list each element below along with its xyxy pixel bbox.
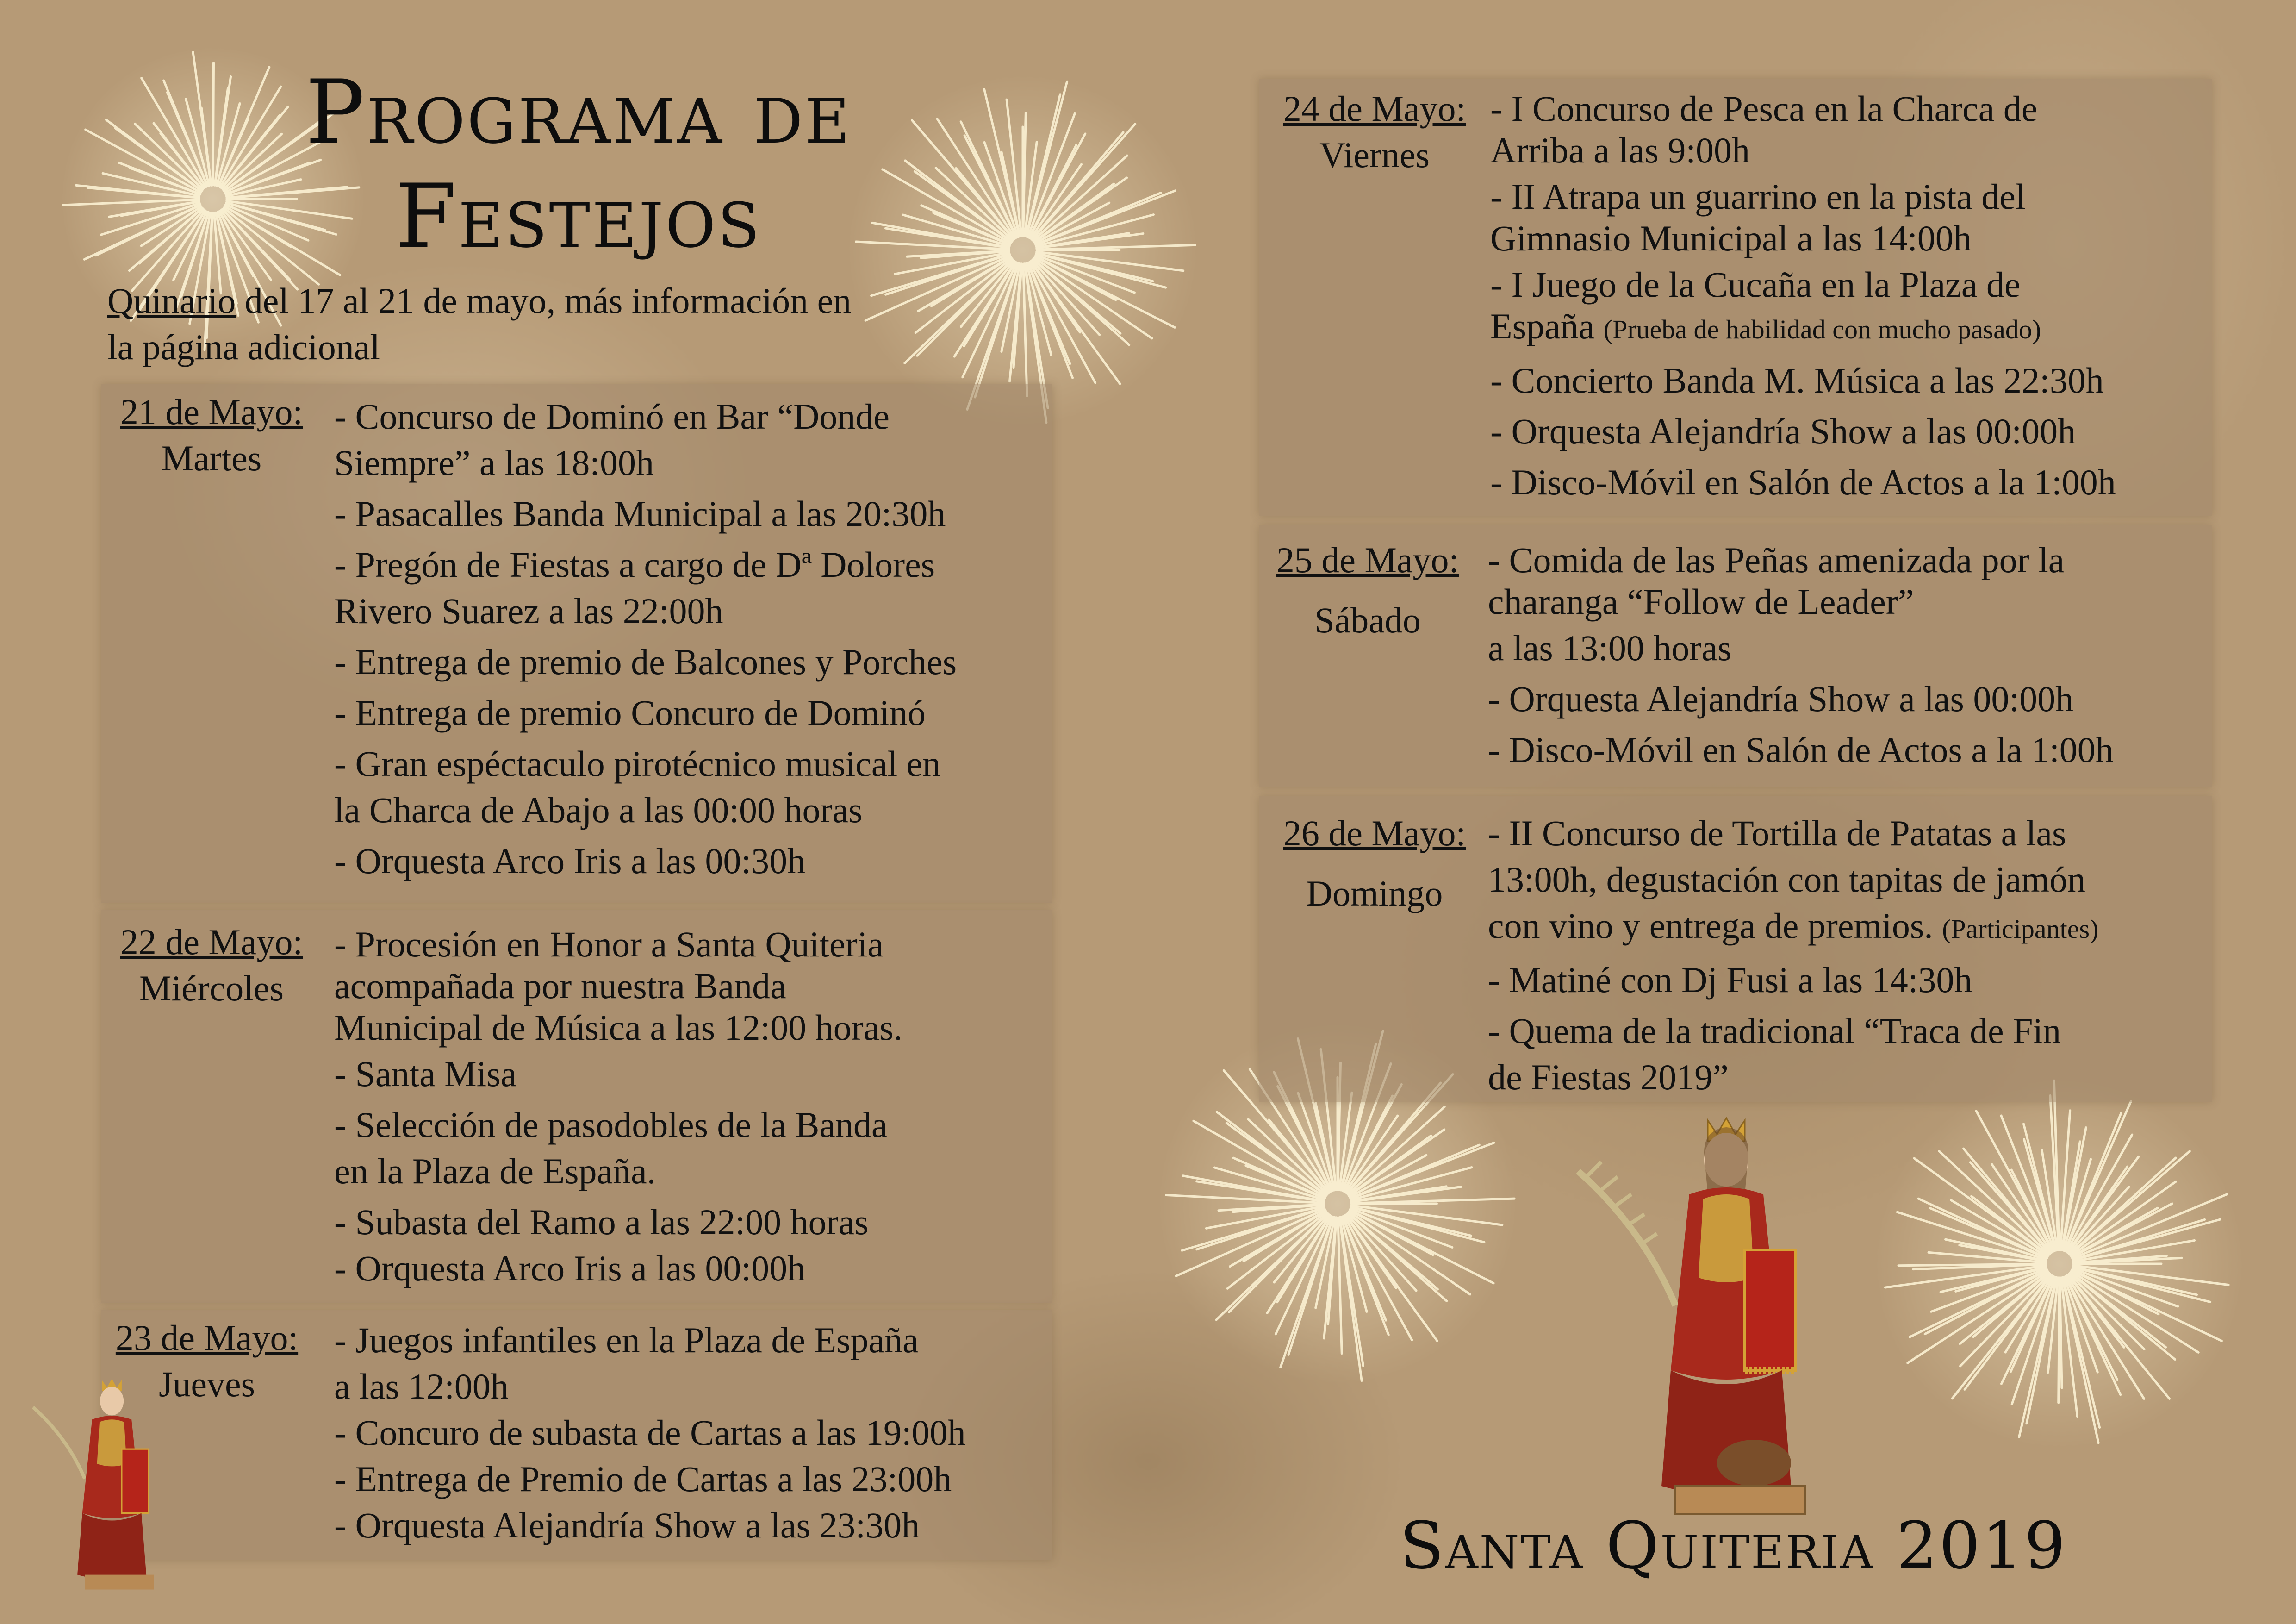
list-item: Siempre” a las 18:00h	[334, 443, 654, 483]
page-title	[176, 60, 981, 269]
intro-line-2: la página adicional	[107, 327, 380, 367]
list-item: - Orquesta Alejandría Show a las 00:00h	[1490, 411, 2076, 451]
saint-statue-icon	[1560, 1111, 1847, 1528]
list-item: - I Juego de la Cucaña en la Plaza de	[1490, 264, 2021, 305]
day-items-25	[1488, 537, 2210, 773]
list-item: - Selección de pasodobles de la Banda	[334, 1105, 888, 1145]
list-item	[1490, 303, 2208, 353]
title-line-2: Festejos	[395, 165, 762, 268]
intro-text	[107, 278, 987, 370]
list-item: - Entrega de Premio de Cartas a las 23:00h	[334, 1459, 952, 1499]
day-items-23	[334, 1317, 1047, 1549]
list-item: en la Plaza de España.	[334, 1151, 656, 1191]
list-item: - Orquesta Arco Iris a las 00:30h	[334, 841, 806, 881]
weekday-label: Miércoles	[139, 968, 284, 1008]
list-item	[1488, 903, 2210, 952]
list-item: 13:00h, degustación con tapitas de jamón	[1488, 859, 2086, 899]
list-item: - Orquesta Arco Iris a las 00:00h	[334, 1248, 806, 1288]
list-item: - Concierto Banda M. Música a las 22:30h	[1490, 360, 2104, 400]
day-date-26	[1266, 810, 1483, 917]
list-item-note: (Prueba de habilidad con mucho pasado)	[1603, 314, 2041, 344]
date-label: 23 de Mayo:	[115, 1318, 299, 1358]
list-item: Municipal de Música a las 12:00 horas.	[334, 1007, 903, 1048]
day-date-22	[103, 919, 320, 1012]
list-item: - Comida de las Peñas amenizada por la	[1488, 540, 2065, 580]
list-item: - Matiné con Dj Fusi a las 14:30h	[1488, 960, 1972, 1000]
day-items-21	[334, 394, 1047, 884]
list-item: de Fiestas 2019”	[1488, 1057, 1729, 1097]
list-item: - Procesión en Honor a Santa Quiteria	[334, 924, 884, 964]
day-date-21	[103, 389, 320, 481]
list-item: - Subasta del Ramo a las 22:00 horas	[334, 1202, 869, 1242]
day-items-26	[1488, 810, 2210, 1100]
weekday-label: Domingo	[1306, 873, 1443, 913]
list-item: Arriba a las 9:00h	[1490, 130, 1750, 170]
day-items-22	[334, 921, 1047, 1292]
list-item: - Gran espéctaculo pirotécnico musical en	[334, 743, 941, 784]
date-label: 24 de Mayo:	[1283, 88, 1466, 129]
list-item-text: España	[1490, 306, 1604, 346]
list-item: - Disco-Móvil en Salón de Actos a la 1:00h	[1490, 462, 2116, 502]
list-item: - I Concurso de Pesca en la Charca de	[1490, 88, 2038, 129]
list-item: a las 12:00h	[334, 1366, 509, 1406]
day-date-24	[1266, 86, 1483, 178]
list-item: - Disco-Móvil en Salón de Actos a la 1:00h	[1488, 730, 2114, 770]
list-item-text: con vino y entrega de premios.	[1488, 906, 1942, 946]
footer-title: Santa Quiteria 2019	[1400, 1508, 2067, 1584]
weekday-label: Martes	[161, 438, 262, 478]
intro-rest: del 17 al 21 de mayo, más información en	[236, 281, 852, 321]
list-item-note: (Participantes)	[1942, 914, 2099, 944]
list-item: - Orquesta Alejandría Show a las 00:00h	[1488, 679, 2074, 719]
day-items-24	[1490, 86, 2208, 506]
list-item: - Pasacalles Banda Municipal a las 20:30h	[334, 493, 946, 534]
list-item: - Quema de la tradicional “Traca de Fin	[1488, 1011, 2061, 1051]
list-item: - II Atrapa un guarrino en la pista del	[1490, 176, 2026, 217]
date-label: 26 de Mayo:	[1283, 813, 1466, 853]
weekday-label: Jueves	[159, 1364, 255, 1404]
date-label: 21 de Mayo:	[120, 392, 303, 432]
list-item: charanga “Follow de Leader”	[1488, 581, 1914, 622]
weekday-label: Viernes	[1319, 135, 1430, 175]
list-item: - Santa Misa	[334, 1054, 517, 1094]
firework-bottom-right-icon	[1860, 1065, 2259, 1463]
list-item: - Entrega de premio de Balcones y Porches	[334, 642, 957, 682]
list-item: - Pregón de Fiestas a cargo de Dª Dolores	[334, 544, 935, 585]
weekday-label: Sábado	[1314, 600, 1421, 640]
list-item: - Concurso de Dominó en Bar “Donde	[334, 396, 890, 437]
list-item: - Concuro de subasta de Cartas a las 19:00h	[334, 1412, 966, 1453]
date-label: 22 de Mayo:	[120, 922, 303, 962]
list-item: - II Concurso de Tortilla de Patatas a las	[1488, 813, 2066, 853]
day-date-25	[1259, 537, 1476, 643]
saint-statue-small-icon	[23, 1366, 176, 1606]
list-item: Gimnasio Municipal a las 14:00h	[1490, 218, 1972, 258]
list-item: la Charca de Abajo a las 00:00 horas	[334, 790, 863, 830]
intro-underlined: Quinario	[107, 281, 236, 321]
list-item: a las 13:00 horas	[1488, 628, 1732, 668]
list-item: - Orquesta Alejandría Show a las 23:30h	[334, 1505, 920, 1545]
list-item: acompañada por nuestra Banda	[334, 966, 786, 1006]
date-label: 25 de Mayo:	[1276, 540, 1459, 580]
list-item: - Entrega de premio Concuro de Dominó	[334, 693, 926, 733]
list-item: - Juegos infantiles en la Plaza de España	[334, 1320, 919, 1360]
title-line-1: Programa de	[305, 61, 852, 163]
list-item: Rivero Suarez a las 22:00h	[334, 591, 723, 631]
